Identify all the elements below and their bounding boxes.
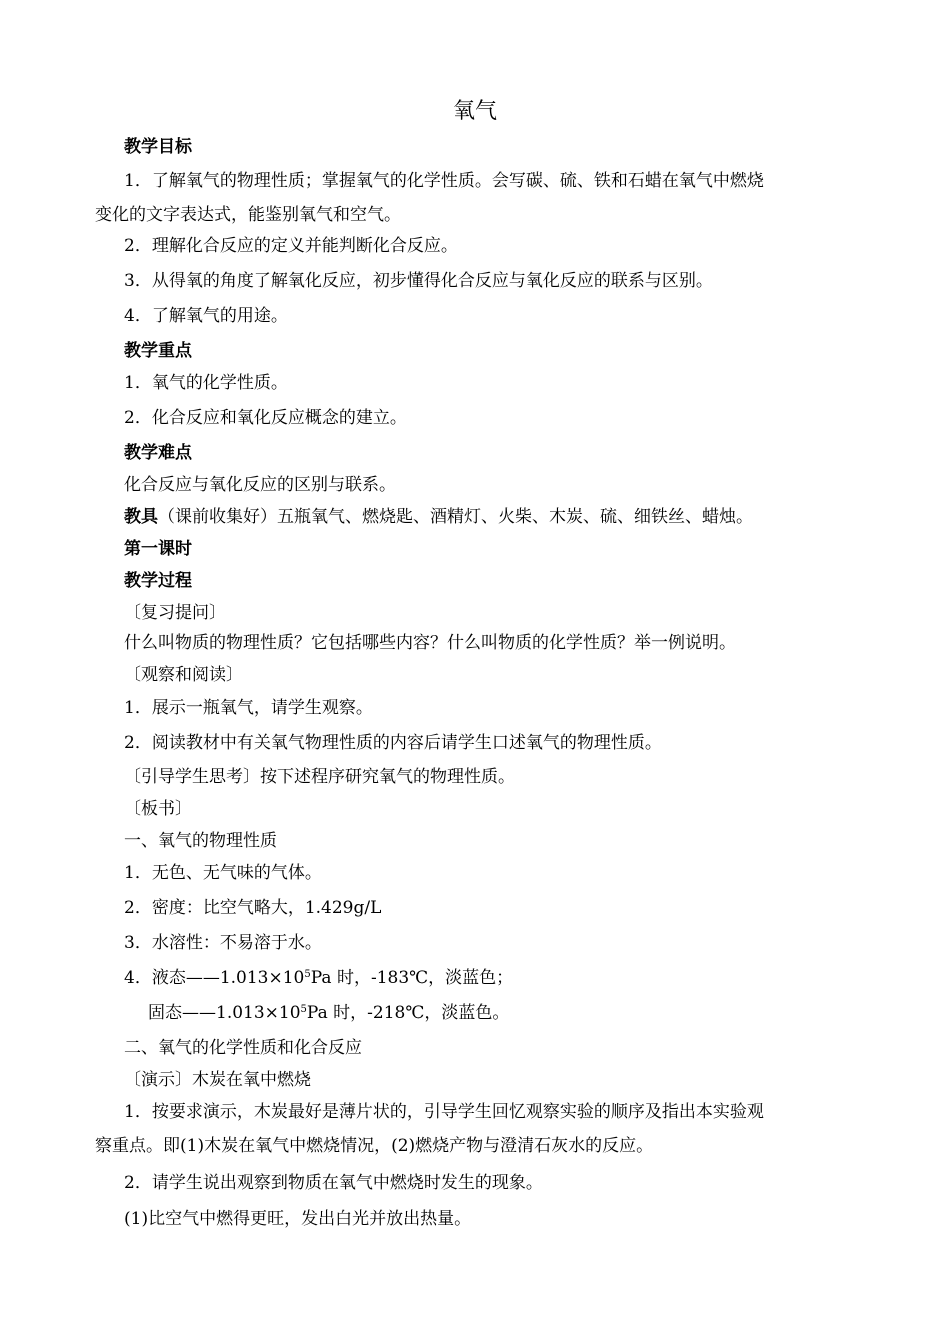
physical-property-4-text: 4．液态——1.013×10 <box>124 968 305 988</box>
lesson-heading: 第一课时 <box>124 539 192 559</box>
key-point-1: 1．氧气的化学性质。 <box>124 373 288 393</box>
key-point-2: 2．化合反应和氧化反应概念的建立。 <box>124 408 407 428</box>
demo-item-2: 2．请学生说出观察到物质在氧气中燃烧时发生的现象。 <box>124 1173 543 1193</box>
observe-item-1: 1．展示一瓶氧气，请学生观察。 <box>124 698 373 718</box>
tools-label: 教具 <box>124 507 158 527</box>
physical-property-4-tail: Pa 时，-183℃，淡蓝色； <box>310 968 514 988</box>
observe-item-2: 2．阅读教材中有关氧气物理性质的内容后请学生口述氧气的物理性质。 <box>124 733 662 753</box>
goal-item-3: 3．从得氧的角度了解氧化反应，初步懂得化合反应与氧化反应的联系与区别。 <box>124 271 713 291</box>
physical-property-3: 3．水溶性：不易溶于水。 <box>124 933 322 953</box>
difficulties-text: 化合反应与氧化反应的区别与联系。 <box>124 475 396 495</box>
demo-item-1-line-2: 察重点。即(1)木炭在氧气中燃烧情况，(2)燃烧产物与澄清石灰水的反应。 <box>95 1136 654 1156</box>
physical-property-4 <box>124 966 860 990</box>
document-title: 氧气 <box>452 99 497 124</box>
physical-property-2: 2．密度：比空气略大，1.429g/L <box>124 898 382 918</box>
physical-property-5-exponent: 5 <box>300 1004 307 1015</box>
observe-label: 〔观察和阅读〕 <box>124 665 243 685</box>
goal-item-2: 2．理解化合反应的定义并能判断化合反应。 <box>124 236 458 256</box>
physical-property-1: 1．无色、无气味的气体。 <box>124 863 322 883</box>
key-points-heading: 教学重点 <box>124 341 192 361</box>
demo-item-3: (1)比空气中燃得更旺，发出白光并放出热量。 <box>124 1209 472 1229</box>
tools-text: （课前收集好）五瓶氧气、燃烧匙、酒精灯、火柴、木炭、硫、细铁丝、蜡烛。 <box>158 507 753 527</box>
review-label: 〔复习提问〕 <box>124 603 226 623</box>
demo-label: 〔演示〕木炭在氧中燃烧 <box>124 1070 311 1090</box>
board-label: 〔板书〕 <box>124 799 192 819</box>
review-text: 什么叫物质的物理性质？它包括哪些内容？什么叫物质的化学性质？举一例说明。 <box>124 633 736 653</box>
process-heading: 教学过程 <box>124 571 192 591</box>
physical-property-5 <box>148 1001 860 1025</box>
chemical-properties-heading: 二、氧气的化学性质和化合反应 <box>124 1038 362 1058</box>
physical-property-4-exponent: 5 <box>304 969 311 980</box>
guide-text: 〔引导学生思考〕按下述程序研究氧气的物理性质。 <box>124 767 515 787</box>
physical-property-5-tail: Pa 时，-218℃，淡蓝色。 <box>306 1003 510 1023</box>
goal-item-1-line-2: 变化的文字表达式，能鉴别氧气和空气。 <box>95 205 401 225</box>
goal-item-1-line-1: 1．了解氧气的物理性质；掌握氧气的化学性质。会写碳、硫、铁和石蜡在氧气中燃烧 <box>124 171 764 191</box>
goal-item-4: 4．了解氧气的用途。 <box>124 306 288 326</box>
demo-item-1-line-1: 1．按要求演示，木炭最好是薄片状的，引导学生回忆观察实验的顺序及指出本实验观 <box>124 1102 764 1122</box>
physical-properties-heading: 一、氧气的物理性质 <box>124 831 277 851</box>
tools-paragraph <box>124 505 860 529</box>
difficulties-heading: 教学难点 <box>124 443 192 463</box>
physical-property-5-text: 固态——1.013×10 <box>148 1003 301 1023</box>
goals-heading: 教学目标 <box>124 137 192 157</box>
